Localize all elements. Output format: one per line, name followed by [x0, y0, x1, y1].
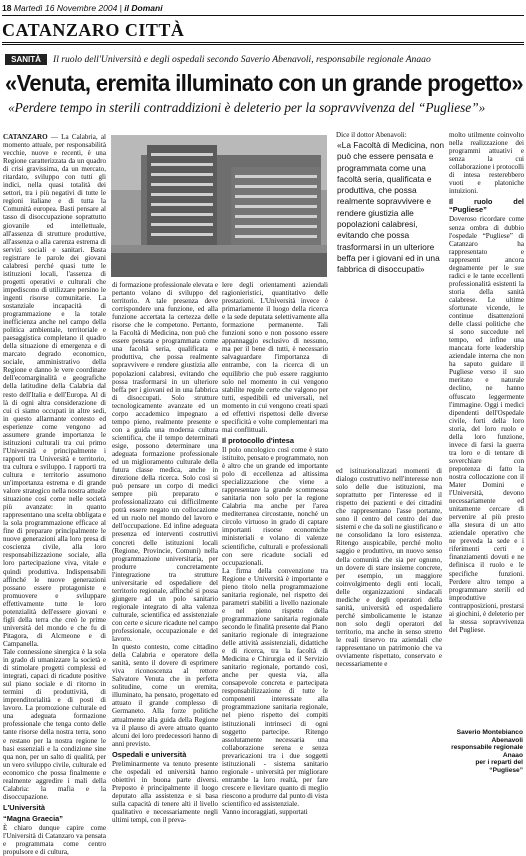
subtitle: Ospedali e università [112, 749, 187, 759]
body-text: Vanno incoraggiati, supportati [222, 808, 308, 817]
article-column-3 [222, 281, 328, 817]
body-text: molto utilmente coinvolto nella realizzazione dei programmi attuativi e senza la cui collaborazione i protocolli di intesa resterebbero vuoti e platoniche intuizioni. [449, 131, 524, 196]
hospital-photo [111, 135, 327, 277]
body-text: In questo contesto, come cittadino della Calabria e operatore della sanità, sento il dovere di esprimere viva riconoscenza al rettore Salvatore Venuta che in perfetta solitudine, come un eremita, illuminato, ha pensato, progettato ed attuato il grande complesso di Germaneto. Alla forze politiche attualmente alla guida della Regione va il plauso di avere attuato quanto alcuni dei loro predecessori hanno di anni previsto. [112, 643, 218, 748]
kicker: Il ruolo dell'Università e degli ospedali secondo Saverio Abenavoli, responsabile regionale Anaao [53, 54, 431, 65]
article-column-5 [449, 131, 524, 726]
section-rule [2, 42, 524, 43]
issue-date: Martedì 16 Novembre 2004 [13, 3, 118, 13]
header-rule [2, 15, 524, 16]
body-text: Tale connessione sinergica è la sola in grado di umanizzare la società e di stimolare progetti complessi ed integrati, capaci di ricadute positive sul piano sociale e di ritorno in termini di produttività, di imprenditorialità e di posti di lavoro. La promozione culturale ed una adeguata formazione professionale che tenga conto delle tante risorse della nostra terra, sono e restano per la nostra regione le basi essenziali e la condizione sine qua non, per un salto di qualità, per un vero sviluppo civile, culturale ed economico che possa finalmente e realmente aggredire i mali della Calabria: la mafia e la disoccupazione. [3, 648, 106, 801]
article-column-4 [336, 467, 442, 765]
subtitle: “Magna Graecia” [3, 813, 63, 823]
publication-name: il Domani [124, 3, 163, 13]
kicker-label: SANITÀ [5, 54, 47, 65]
article-column-2 [112, 281, 218, 825]
section-title: CATANZARO CITTÀ [2, 20, 185, 40]
body-text: Doveroso ricordare come senza ombra di dubbio l'ospedale “Pugliese” di Catanzaro ha rappresentato e rappresenti ancora degnamente per le sue radici e le tante eccellenti professionalità esistenti la storia della sanità calabrese. Le ultime sfortunate vicende, le continue disattenzioni delle classi politiche che si sono succedute nel tempo, ed infine una mancata forte leadership aziendale interna che non ha saputo guidare il Pugliese verso il suo meritato e naturale declino, ne hanno offuscato leggermente l'immagine. Oggi i medici dipendenti dell'Ospedale civile, forti della loro storia, del loro ruolo e della loro funzione, invece di farsi la guerra tra loro e di tentare di soverchiare con prepotenza di fatto la nostra collocazione con il Mater Domini e l'Università, devono necessariamente ed unitamente cercare di pervenire al più presto alla stesura di un atto aziendale operativo che ne preveda la sede e i riferimenti certi e finanziamenti dovuti e ne definisca il ruolo e le specifiche funzioni. Perdere altro tempo a programmare sterili ed improduttive contrapposizioni, prestarsi ai giochini, è deleterio per la stessa sopravvivenza del Pugliese. [449, 215, 524, 634]
body-text: Il polo oncologico così come è stato istituito, pensato e programmato, non è altro che un grande ed importante polo di eccellenza ad altissima specializzazione che viene a rappresentare la grande scommessa sanitaria non solo per la regione Calabria ma anche per l'area mediterranea circostante, nonché un circolo virtuoso in grado di captare importanti risorse economiche ministeriali e volano di valenze scientifiche, culturali e professionali con sere ricadute sociali ed occupazionali. [222, 445, 328, 567]
section-rule-thin [2, 44, 524, 45]
page-number: 18 [2, 3, 12, 13]
dateline: CATANZARO [3, 133, 48, 141]
headline: «Venuta, eremita illuminato con un grande progetto» [5, 70, 523, 96]
body-text: di formazione professionale elevata e pertanto volano di sviluppo del territorio. A tale presenza deve corrispondere una funzione, ed alla funzione accertata la certezza delle risorse che le competono. Pertanto, la Facoltà di Medicina, non può che essere pensata e programmata come una facoltà seria, qualificata e produttiva, che possa realmente sopravvivere e rendere giustizia alle popolazioni calabresi, evitando che possa trasformarsi in un ulteriore beffa per i giovani ed in una fabbrica di disoccupati. Solo strutture tecnologicamente avanzate ed un corpo accademico impegnato a tempo pieno, realmente presente e con a guida una moderna cultura scientifica, che il tempo determinati esige, possono determinare una adeguata formazione professionale ed un miglioramento culturale della futura classe medica, anche in direzione della ricerca. Solo così si può pensare un corpo di medici sempre più preparato e professionalizzato cui difficilmente potrà essere negato un collocazione ed un ruolo nel mondo del lavoro e dell'occupazione. Ed infine adeguata presenza ed interventi costruttivi concreti delle istituzioni locali (Regione, Provincie, Comuni) nella programmazione universitaria, per produrre concretamente l'integrazione tra strutture universitarie ed ospedaliere del territorio regionale, affinché si possa giungere ad un polo sanitario regionale integrato di alta valenza culturale, scientifica ed assistenziale con certe e sicure ricadute nel campo professionale, occupazionale e del lavoro. [112, 281, 218, 644]
subtitle: Il ruolo del “Pugliese” [449, 197, 524, 215]
author-signature: Saverio Montebianco Abenavoli responsabile regionale Anaao per i reparti del “Pugliese” [451, 729, 523, 774]
subhead: «Perdere tempo in sterili contraddizioni è deleterio per la sopravvivenza del “Pugliese”» [8, 100, 486, 115]
body-text: ed istituzionalizzati momenti di dialogo costruttivo nell'interesse non solo delle due istituzioni, ma soprattutto per l'interesse ed il rispetto dei pazienti e dei cittadini che rappresentano l'asse portante, sono il centro del centro dei due sistemi e che da soli ne giustificano e ne consolidano la loro esistenza. Ritengo auspicabile, perché molto saggio e produttivo, un nuovo senso della comunità che sia per ognuno, un dovere di stare insieme concrete, per esempio, un maggiore coinvolgimento degli enti locali, delle organizzazioni sindacali mediche e degli operatori della sanità, università ed ospedaliere perché simbolicamente le istanze non solo degli operatori del territorio, ma anche in senso stretto le reali tirservo tra aziendali che rappresentano un patrimonio che va ovviamente rispettato, conservato e necessariamente e [336, 467, 442, 669]
subtitle: Il protocollo d'intesa [222, 435, 294, 445]
article-column-1 [3, 133, 106, 856]
subtitle: L'Università [3, 802, 46, 812]
body-text: La firma della convenzione tra Regione e Università è importante e pieno titolo nella programmazione sanitaria regionale, nel rispetto dei parametri stabiliti a livello nazionale e nel pieno rispetto della programmazione sanitaria regionale secondo le finalità presente dal Piano sanitario regionale di integrazione delle attività assistenziali, didattiche e di ricerca, tra la facoltà di Medicina e Chirurgia ed il Servizio sanitario regionale, portando così, anche per questa via, alla consapevole concreta e partecipata responsabilizzazione di tutte le componenti interessate alla programmazione sanitaria regionale, nel pieno rispetto dei compiti istituzionali intrinseci di ogni soggetto partecipe. Ritengo assolutamente necessaria una collaborazione serena e senza prevaricazioni tra i due soggetti istituzionali - sistema sanitario regionale - università per migliorare entrambe la loro realtà, per fare crescere e lievitare quanto di meglio riescono a produrre dal punto di vista scientifico ed assistenziale. [222, 566, 328, 808]
body-text: Dice il dottor Abenavoli: [336, 131, 407, 139]
body-text: lere degli orientamenti aziendali ragionieristici, quantitativo delle prestazioni. L'Università invece è primariamente il luogo della ricerca e la sede deputata selettivamente alla formazione permanente. Tali funzioni sono e non possono essere appannaggio esclusivo di nessuno, ma per il bene di tutti, è necessario salvaguardare l'importanza di entrambe, con la ricerca di un equilibrio che può essere raggiunto solo nel momento in cui vengono stabilite regole certe che valgono per tutti, espedibili ed universali, nel momento in cui vengono creati spazi ed effettivi rispettosi delle diverse specificità e volte complementari ma mai conflittuali. [222, 281, 328, 434]
header-separator: | [119, 3, 122, 13]
pull-quote: «La Facoltà di Medicina, non può che essere pensata e programmata come una facoltà seria, qualificata e produttiva, che possa realmente sopravvivere e rendere giustizia alle popolazioni calabresi, evitando che possa trasformarsi in un ulteriore beffa per i giovani ed in una fabbrica di disoccupati» [337, 140, 445, 275]
page-header [2, 2, 524, 14]
body-text: — La Calabria, al momento attuale, per responsabilità vecchie, nuove e recenti, è una Regione caratterizzata da un quadro di crisi gravissima, da un mercato, ritardato, sviluppo con tutti gli indici, nella quasi totalità dei settori, tra i più negativi di tutte le regioni italiane e di tutta la Comunità europea. Basti pensare al tasso di disoccupazione soprattutto giovanile ed intellettuale, all'assenza di strutture produttive, all'assenza o alla carenza estrema di servizi sociali e sanitari. Basta registrare le parole dei giovani calabresi perché quasi tutte le istituzioni locali, l'assenza di progetti operativi e culturali che impediscono di utilizzare persino le ingenti risorse comunitarie. La sostanziale incapacità di programmazione e la totale inefficienza anche nel campo della politica ambientale, territoriale e paesaggistica completano il quadro della situazione di emergenza e di marcato degrado economico, sociale, amministrativo della Regione e danno le vere coordinate dell'ecomarginalità e geografiche della latitudine della Calabria dal resto dell'Italia e dell'Europa. Al di là di ogni altra considerazione di cui ci siamo occupati in altre sedi, in questo allarmante contesto ed esperienze come vengono ad assumere grande importanza le istituzioni culturali tra cui primo l'Università e principalmente i rapporti tra Università e territorio, tra cultura e sviluppo. I rapporti tra cultura e territorio assumono un'importanza estrema e di grande valore strategico nella nostra attuale situazione così come nelle società più avanzate: in quanto rappresentano una scelta obbligata e la sola programmazione efficace al fine di preparare principalmente le nuove generazioni alla loro presa di coscienza civile, alla loro responsabilizzazione sociale, alla loro partecipazione viva, vitale e quindi produttiva. Indispensabili affinché le nuove generazioni possano essere protagoniste e promuovere e sviluppare effettivamente tutte le loro potenzialità dell'essere giovani e figli della terra che creò le prime università del mondo e che fu di Pitagora, di Alcmeone e di Campanella. [3, 133, 106, 648]
body-text: Preliminarmente va tenuto presente che ospedali ed università hanno obiettivi in buona parte diversi. Preposto è principalmente il luogo deputato alla assistenza e si basa sulla capacità di tenere alti il livello qualitativo e necessariamente negli ultimi tempi, con il preva- [112, 759, 218, 825]
body-text: È chiaro dunque capire come l'Università di Catanzaro va pensata e programmata come centro propulsore e di cultura, [3, 823, 106, 856]
